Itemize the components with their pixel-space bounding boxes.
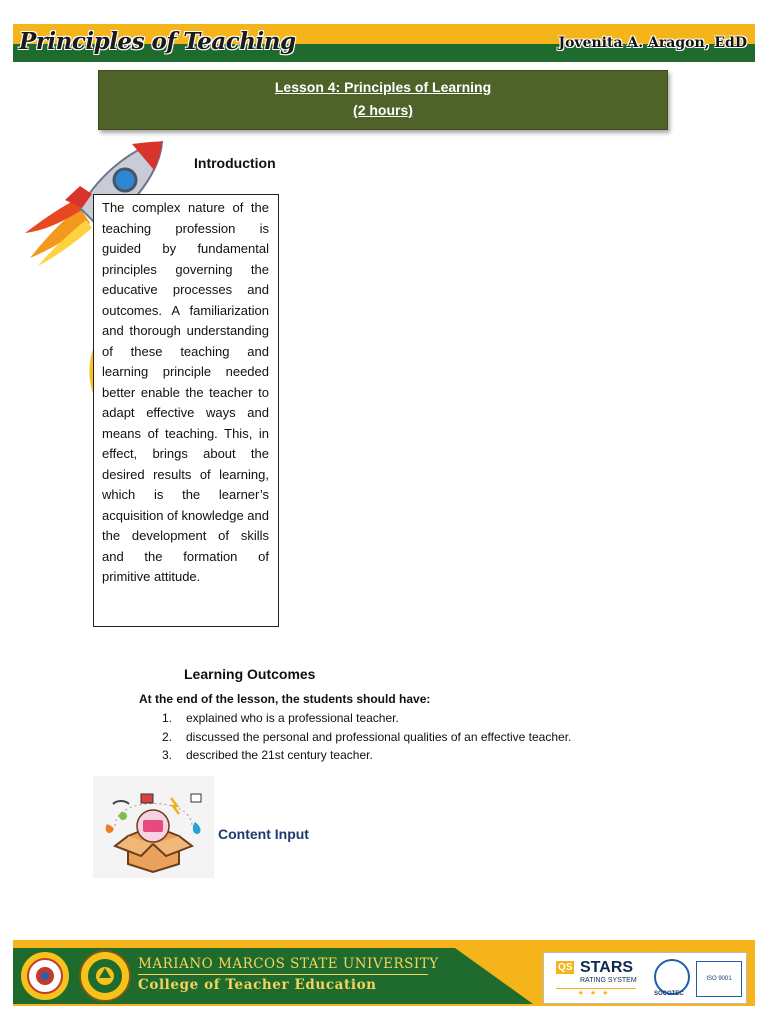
footer-university-name: MARIANO MARCOS STATE UNIVERSITY <box>138 956 439 972</box>
list-item-text: discussed the personal and professional qualities of an effective teacher. <box>186 729 572 744</box>
list-item-number: 2. <box>162 729 173 744</box>
qs-logo: QS <box>558 962 573 973</box>
content-box-illustration <box>93 776 214 878</box>
learning-outcomes-list <box>162 711 571 767</box>
footer-yellow-strip <box>13 940 755 948</box>
introduction-box <box>93 194 279 627</box>
star-rating-icon: ★★★ <box>556 988 636 997</box>
accreditation-badges <box>543 952 747 1004</box>
footer-divider <box>138 974 428 975</box>
list-item-number: 3. <box>162 748 173 762</box>
page-header <box>13 24 755 62</box>
college-seal-logo <box>79 950 131 1002</box>
page-footer <box>13 940 755 1006</box>
learning-outcomes-lead: At the end of the lesson, the students should have: <box>139 692 431 706</box>
header-author: Jovenita A. Aragon, EdD <box>558 35 747 51</box>
iso-certification-label: ISO 9001 <box>696 961 742 997</box>
introduction-heading: Introduction <box>194 155 276 171</box>
list-item-text: explained who is a professional teacher. <box>186 711 399 725</box>
lesson-title: Lesson 4: Principles of Learning <box>274 79 492 95</box>
socotec-label: SOCOTEC <box>654 991 684 997</box>
header-title: Principles of Teaching <box>19 28 296 55</box>
list-item-text: described the 21st century teacher. <box>186 748 373 762</box>
list-item <box>162 730 571 749</box>
list-item <box>162 748 571 767</box>
lesson-title-box <box>98 70 668 130</box>
content-input-label: Content Input <box>218 826 309 842</box>
socotec-icon <box>654 959 690 995</box>
rating-system-label: RATING SYSTEM <box>580 977 637 984</box>
introduction-text: The complex nature of the teaching profession is guided by fundamental principles governing the educative processes and outcomes. A familiarization and thorough understanding of these teaching and learning principle needed better enable the teacher to adapt effective ways and means of teaching. This, in effect, brings about the desired results of learning, which is the learner’s acquisition of knowledge and the development of skills and the formation of primitive attitude. <box>102 200 269 584</box>
university-seal-logo <box>19 950 71 1002</box>
learning-outcomes-heading: Learning Outcomes <box>184 666 316 682</box>
lesson-duration: (2 hours) <box>353 102 413 118</box>
stars-label: STARS <box>580 959 634 976</box>
list-item <box>162 711 571 730</box>
footer-college-name: College of Teacher Education <box>138 977 377 993</box>
list-item-number: 1. <box>162 711 173 725</box>
